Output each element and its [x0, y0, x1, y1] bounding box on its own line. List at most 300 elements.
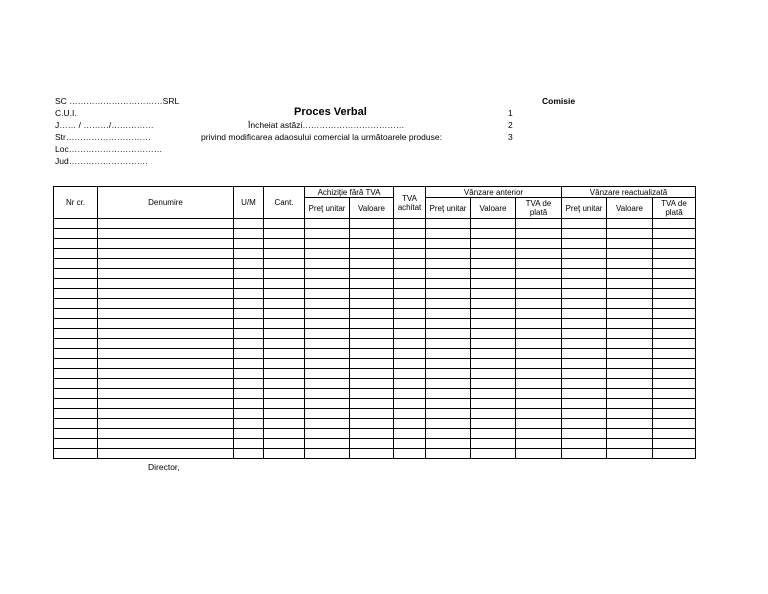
- table-cell[interactable]: [54, 319, 98, 329]
- table-cell[interactable]: [234, 329, 264, 339]
- table-cell[interactable]: [471, 399, 516, 409]
- table-cell[interactable]: [394, 289, 426, 299]
- table-cell[interactable]: [98, 219, 234, 229]
- table-cell[interactable]: [562, 319, 607, 329]
- table-cell[interactable]: [607, 239, 653, 249]
- table-cell[interactable]: [394, 329, 426, 339]
- table-cell[interactable]: [394, 359, 426, 369]
- table-cell[interactable]: [607, 259, 653, 269]
- table-cell[interactable]: [607, 389, 653, 399]
- table-cell[interactable]: [653, 279, 696, 289]
- table-cell[interactable]: [516, 319, 562, 329]
- table-cell[interactable]: [98, 339, 234, 349]
- table-cell[interactable]: [350, 399, 394, 409]
- table-cell[interactable]: [98, 349, 234, 359]
- table-cell[interactable]: [234, 299, 264, 309]
- table-cell[interactable]: [516, 379, 562, 389]
- table-cell[interactable]: [264, 289, 305, 299]
- table-cell[interactable]: [350, 409, 394, 419]
- table-cell[interactable]: [54, 369, 98, 379]
- table-cell[interactable]: [394, 449, 426, 459]
- table-cell[interactable]: [305, 359, 350, 369]
- table-cell[interactable]: [516, 349, 562, 359]
- table-cell[interactable]: [653, 229, 696, 239]
- table-cell[interactable]: [426, 309, 471, 319]
- table-cell[interactable]: [471, 279, 516, 289]
- table-cell[interactable]: [471, 289, 516, 299]
- table-cell[interactable]: [607, 419, 653, 429]
- table-cell[interactable]: [562, 359, 607, 369]
- table-cell[interactable]: [471, 429, 516, 439]
- table-cell[interactable]: [516, 309, 562, 319]
- table-cell[interactable]: [264, 349, 305, 359]
- table-cell[interactable]: [54, 449, 98, 459]
- table-cell[interactable]: [653, 419, 696, 429]
- table-cell[interactable]: [516, 399, 562, 409]
- table-cell[interactable]: [562, 369, 607, 379]
- table-cell[interactable]: [98, 429, 234, 439]
- table-cell[interactable]: [653, 369, 696, 379]
- table-cell[interactable]: [350, 359, 394, 369]
- table-cell[interactable]: [54, 259, 98, 269]
- table-cell[interactable]: [98, 309, 234, 319]
- table-cell[interactable]: [305, 279, 350, 289]
- table-cell[interactable]: [607, 379, 653, 389]
- table-cell[interactable]: [98, 399, 234, 409]
- table-cell[interactable]: [98, 389, 234, 399]
- table-cell[interactable]: [305, 219, 350, 229]
- table-cell[interactable]: [54, 409, 98, 419]
- table-cell[interactable]: [471, 359, 516, 369]
- table-cell[interactable]: [516, 439, 562, 449]
- table-cell[interactable]: [350, 279, 394, 289]
- table-cell[interactable]: [394, 269, 426, 279]
- table-cell[interactable]: [394, 369, 426, 379]
- table-cell[interactable]: [234, 379, 264, 389]
- table-cell[interactable]: [607, 309, 653, 319]
- table-cell[interactable]: [426, 319, 471, 329]
- table-cell[interactable]: [234, 399, 264, 409]
- table-cell[interactable]: [562, 349, 607, 359]
- table-cell[interactable]: [394, 409, 426, 419]
- table-cell[interactable]: [653, 409, 696, 419]
- table-cell[interactable]: [607, 349, 653, 359]
- table-cell[interactable]: [54, 299, 98, 309]
- table-cell[interactable]: [234, 279, 264, 289]
- table-cell[interactable]: [305, 429, 350, 439]
- table-cell[interactable]: [426, 299, 471, 309]
- table-cell[interactable]: [516, 369, 562, 379]
- table-cell[interactable]: [516, 359, 562, 369]
- table-cell[interactable]: [54, 229, 98, 239]
- table-cell[interactable]: [98, 279, 234, 289]
- table-cell[interactable]: [350, 379, 394, 389]
- table-cell[interactable]: [562, 389, 607, 399]
- table-cell[interactable]: [562, 289, 607, 299]
- table-cell[interactable]: [471, 339, 516, 349]
- table-cell[interactable]: [98, 249, 234, 259]
- table-cell[interactable]: [471, 229, 516, 239]
- table-cell[interactable]: [234, 409, 264, 419]
- table-cell[interactable]: [471, 309, 516, 319]
- table-cell[interactable]: [394, 319, 426, 329]
- table-cell[interactable]: [562, 309, 607, 319]
- table-cell[interactable]: [562, 229, 607, 239]
- table-cell[interactable]: [264, 339, 305, 349]
- table-cell[interactable]: [516, 419, 562, 429]
- table-cell[interactable]: [562, 379, 607, 389]
- table-cell[interactable]: [305, 449, 350, 459]
- table-cell[interactable]: [264, 379, 305, 389]
- table-cell[interactable]: [562, 239, 607, 249]
- table-cell[interactable]: [305, 269, 350, 279]
- table-cell[interactable]: [264, 419, 305, 429]
- table-cell[interactable]: [607, 359, 653, 369]
- table-cell[interactable]: [264, 389, 305, 399]
- table-cell[interactable]: [394, 349, 426, 359]
- table-cell[interactable]: [516, 409, 562, 419]
- table-cell[interactable]: [394, 309, 426, 319]
- table-cell[interactable]: [516, 429, 562, 439]
- table-cell[interactable]: [471, 269, 516, 279]
- table-cell[interactable]: [264, 319, 305, 329]
- table-cell[interactable]: [607, 299, 653, 309]
- table-cell[interactable]: [305, 379, 350, 389]
- table-cell[interactable]: [350, 389, 394, 399]
- table-cell[interactable]: [653, 329, 696, 339]
- table-cell[interactable]: [305, 439, 350, 449]
- table-cell[interactable]: [426, 359, 471, 369]
- table-cell[interactable]: [653, 439, 696, 449]
- table-cell[interactable]: [607, 289, 653, 299]
- table-cell[interactable]: [426, 329, 471, 339]
- table-cell[interactable]: [562, 329, 607, 339]
- table-cell[interactable]: [607, 249, 653, 259]
- table-cell[interactable]: [653, 399, 696, 409]
- table-cell[interactable]: [426, 369, 471, 379]
- table-cell[interactable]: [426, 409, 471, 419]
- table-cell[interactable]: [264, 279, 305, 289]
- table-cell[interactable]: [98, 359, 234, 369]
- table-cell[interactable]: [234, 259, 264, 269]
- table-cell[interactable]: [98, 379, 234, 389]
- table-cell[interactable]: [350, 229, 394, 239]
- table-cell[interactable]: [98, 239, 234, 249]
- table-cell[interactable]: [394, 439, 426, 449]
- table-cell[interactable]: [426, 349, 471, 359]
- table-cell[interactable]: [562, 279, 607, 289]
- table-cell[interactable]: [562, 439, 607, 449]
- table-cell[interactable]: [394, 299, 426, 309]
- table-cell[interactable]: [516, 289, 562, 299]
- table-cell[interactable]: [234, 219, 264, 229]
- table-cell[interactable]: [305, 229, 350, 239]
- table-cell[interactable]: [653, 429, 696, 439]
- table-cell[interactable]: [264, 259, 305, 269]
- table-cell[interactable]: [607, 449, 653, 459]
- table-cell[interactable]: [394, 249, 426, 259]
- table-cell[interactable]: [54, 279, 98, 289]
- table-cell[interactable]: [653, 249, 696, 259]
- table-cell[interactable]: [264, 269, 305, 279]
- table-cell[interactable]: [607, 339, 653, 349]
- table-cell[interactable]: [264, 229, 305, 239]
- table-cell[interactable]: [516, 279, 562, 289]
- table-cell[interactable]: [562, 299, 607, 309]
- table-cell[interactable]: [305, 419, 350, 429]
- table-cell[interactable]: [54, 399, 98, 409]
- table-cell[interactable]: [350, 309, 394, 319]
- table-cell[interactable]: [426, 289, 471, 299]
- table-cell[interactable]: [471, 409, 516, 419]
- table-cell[interactable]: [607, 219, 653, 229]
- table-cell[interactable]: [562, 339, 607, 349]
- table-cell[interactable]: [562, 409, 607, 419]
- table-cell[interactable]: [350, 259, 394, 269]
- table-cell[interactable]: [516, 219, 562, 229]
- table-cell[interactable]: [426, 379, 471, 389]
- table-cell[interactable]: [54, 239, 98, 249]
- table-cell[interactable]: [607, 269, 653, 279]
- table-cell[interactable]: [54, 289, 98, 299]
- table-cell[interactable]: [426, 399, 471, 409]
- table-cell[interactable]: [234, 369, 264, 379]
- table-cell[interactable]: [471, 369, 516, 379]
- table-cell[interactable]: [653, 379, 696, 389]
- table-cell[interactable]: [653, 259, 696, 269]
- table-cell[interactable]: [234, 229, 264, 239]
- table-cell[interactable]: [516, 449, 562, 459]
- table-cell[interactable]: [394, 399, 426, 409]
- table-cell[interactable]: [264, 309, 305, 319]
- table-cell[interactable]: [562, 219, 607, 229]
- table-cell[interactable]: [305, 289, 350, 299]
- table-cell[interactable]: [607, 429, 653, 439]
- table-cell[interactable]: [264, 429, 305, 439]
- table-cell[interactable]: [54, 389, 98, 399]
- table-cell[interactable]: [471, 439, 516, 449]
- table-cell[interactable]: [350, 319, 394, 329]
- table-cell[interactable]: [234, 449, 264, 459]
- table-cell[interactable]: [305, 299, 350, 309]
- table-cell[interactable]: [471, 219, 516, 229]
- table-cell[interactable]: [234, 249, 264, 259]
- table-cell[interactable]: [607, 279, 653, 289]
- table-cell[interactable]: [394, 339, 426, 349]
- table-cell[interactable]: [350, 269, 394, 279]
- table-cell[interactable]: [471, 259, 516, 269]
- table-cell[interactable]: [471, 329, 516, 339]
- table-cell[interactable]: [264, 409, 305, 419]
- table-cell[interactable]: [426, 219, 471, 229]
- table-cell[interactable]: [98, 289, 234, 299]
- table-cell[interactable]: [305, 399, 350, 409]
- table-cell[interactable]: [350, 419, 394, 429]
- table-cell[interactable]: [653, 309, 696, 319]
- table-cell[interactable]: [426, 249, 471, 259]
- table-cell[interactable]: [653, 449, 696, 459]
- table-cell[interactable]: [264, 399, 305, 409]
- table-cell[interactable]: [394, 219, 426, 229]
- table-cell[interactable]: [234, 239, 264, 249]
- table-cell[interactable]: [394, 389, 426, 399]
- table-cell[interactable]: [98, 329, 234, 339]
- table-cell[interactable]: [54, 309, 98, 319]
- table-cell[interactable]: [234, 269, 264, 279]
- table-cell[interactable]: [653, 319, 696, 329]
- table-cell[interactable]: [350, 339, 394, 349]
- table-cell[interactable]: [471, 239, 516, 249]
- table-cell[interactable]: [305, 389, 350, 399]
- table-cell[interactable]: [516, 239, 562, 249]
- table-cell[interactable]: [350, 369, 394, 379]
- table-cell[interactable]: [264, 369, 305, 379]
- table-cell[interactable]: [54, 429, 98, 439]
- table-cell[interactable]: [607, 329, 653, 339]
- table-cell[interactable]: [562, 419, 607, 429]
- table-cell[interactable]: [54, 419, 98, 429]
- table-cell[interactable]: [471, 249, 516, 259]
- table-cell[interactable]: [98, 269, 234, 279]
- table-cell[interactable]: [653, 359, 696, 369]
- table-cell[interactable]: [305, 259, 350, 269]
- table-cell[interactable]: [350, 429, 394, 439]
- table-cell[interactable]: [516, 229, 562, 239]
- table-cell[interactable]: [305, 349, 350, 359]
- table-cell[interactable]: [516, 259, 562, 269]
- table-cell[interactable]: [426, 389, 471, 399]
- table-cell[interactable]: [471, 379, 516, 389]
- table-cell[interactable]: [607, 229, 653, 239]
- table-cell[interactable]: [98, 369, 234, 379]
- table-cell[interactable]: [98, 409, 234, 419]
- table-cell[interactable]: [607, 439, 653, 449]
- table-cell[interactable]: [305, 369, 350, 379]
- table-cell[interactable]: [350, 439, 394, 449]
- table-cell[interactable]: [54, 359, 98, 369]
- table-cell[interactable]: [234, 389, 264, 399]
- table-cell[interactable]: [426, 239, 471, 249]
- table-cell[interactable]: [426, 229, 471, 239]
- table-cell[interactable]: [234, 419, 264, 429]
- table-cell[interactable]: [516, 249, 562, 259]
- table-cell[interactable]: [394, 279, 426, 289]
- table-cell[interactable]: [54, 349, 98, 359]
- table-cell[interactable]: [607, 319, 653, 329]
- table-cell[interactable]: [234, 309, 264, 319]
- table-cell[interactable]: [264, 299, 305, 309]
- table-cell[interactable]: [653, 289, 696, 299]
- table-cell[interactable]: [98, 299, 234, 309]
- table-cell[interactable]: [653, 219, 696, 229]
- table-cell[interactable]: [426, 279, 471, 289]
- table-cell[interactable]: [426, 429, 471, 439]
- table-cell[interactable]: [394, 379, 426, 389]
- table-cell[interactable]: [234, 319, 264, 329]
- table-cell[interactable]: [98, 419, 234, 429]
- table-cell[interactable]: [653, 339, 696, 349]
- table-cell[interactable]: [264, 219, 305, 229]
- table-cell[interactable]: [562, 269, 607, 279]
- table-cell[interactable]: [305, 309, 350, 319]
- table-cell[interactable]: [350, 249, 394, 259]
- table-cell[interactable]: [350, 449, 394, 459]
- table-cell[interactable]: [98, 449, 234, 459]
- table-cell[interactable]: [264, 239, 305, 249]
- table-cell[interactable]: [98, 319, 234, 329]
- table-cell[interactable]: [562, 399, 607, 409]
- table-cell[interactable]: [471, 319, 516, 329]
- table-cell[interactable]: [234, 429, 264, 439]
- table-cell[interactable]: [305, 409, 350, 419]
- table-cell[interactable]: [264, 439, 305, 449]
- table-cell[interactable]: [516, 269, 562, 279]
- table-cell[interactable]: [305, 329, 350, 339]
- table-cell[interactable]: [54, 249, 98, 259]
- table-cell[interactable]: [607, 369, 653, 379]
- table-cell[interactable]: [426, 269, 471, 279]
- table-cell[interactable]: [305, 239, 350, 249]
- table-cell[interactable]: [471, 349, 516, 359]
- table-cell[interactable]: [98, 439, 234, 449]
- table-cell[interactable]: [516, 389, 562, 399]
- table-cell[interactable]: [471, 419, 516, 429]
- table-cell[interactable]: [54, 439, 98, 449]
- table-cell[interactable]: [350, 219, 394, 229]
- table-cell[interactable]: [234, 359, 264, 369]
- table-cell[interactable]: [653, 269, 696, 279]
- table-cell[interactable]: [394, 229, 426, 239]
- table-cell[interactable]: [471, 389, 516, 399]
- table-cell[interactable]: [653, 299, 696, 309]
- table-cell[interactable]: [264, 249, 305, 259]
- table-cell[interactable]: [394, 259, 426, 269]
- table-cell[interactable]: [234, 349, 264, 359]
- table-cell[interactable]: [234, 439, 264, 449]
- table-cell[interactable]: [562, 259, 607, 269]
- table-cell[interactable]: [426, 449, 471, 459]
- table-cell[interactable]: [471, 449, 516, 459]
- table-cell[interactable]: [562, 249, 607, 259]
- table-cell[interactable]: [653, 349, 696, 359]
- table-cell[interactable]: [54, 339, 98, 349]
- table-cell[interactable]: [516, 329, 562, 339]
- table-cell[interactable]: [394, 239, 426, 249]
- table-cell[interactable]: [234, 289, 264, 299]
- table-cell[interactable]: [394, 419, 426, 429]
- table-cell[interactable]: [305, 339, 350, 349]
- table-cell[interactable]: [607, 409, 653, 419]
- table-cell[interactable]: [98, 229, 234, 239]
- table-cell[interactable]: [350, 329, 394, 339]
- table-cell[interactable]: [305, 319, 350, 329]
- table-cell[interactable]: [54, 269, 98, 279]
- table-cell[interactable]: [54, 379, 98, 389]
- table-cell[interactable]: [350, 349, 394, 359]
- table-cell[interactable]: [516, 339, 562, 349]
- table-cell[interactable]: [350, 239, 394, 249]
- table-cell[interactable]: [54, 329, 98, 339]
- table-cell[interactable]: [426, 419, 471, 429]
- table-cell[interactable]: [562, 449, 607, 459]
- table-cell[interactable]: [234, 339, 264, 349]
- table-cell[interactable]: [653, 239, 696, 249]
- table-cell[interactable]: [98, 259, 234, 269]
- table-cell[interactable]: [471, 299, 516, 309]
- table-cell[interactable]: [394, 429, 426, 439]
- table-cell[interactable]: [54, 219, 98, 229]
- table-cell[interactable]: [305, 249, 350, 259]
